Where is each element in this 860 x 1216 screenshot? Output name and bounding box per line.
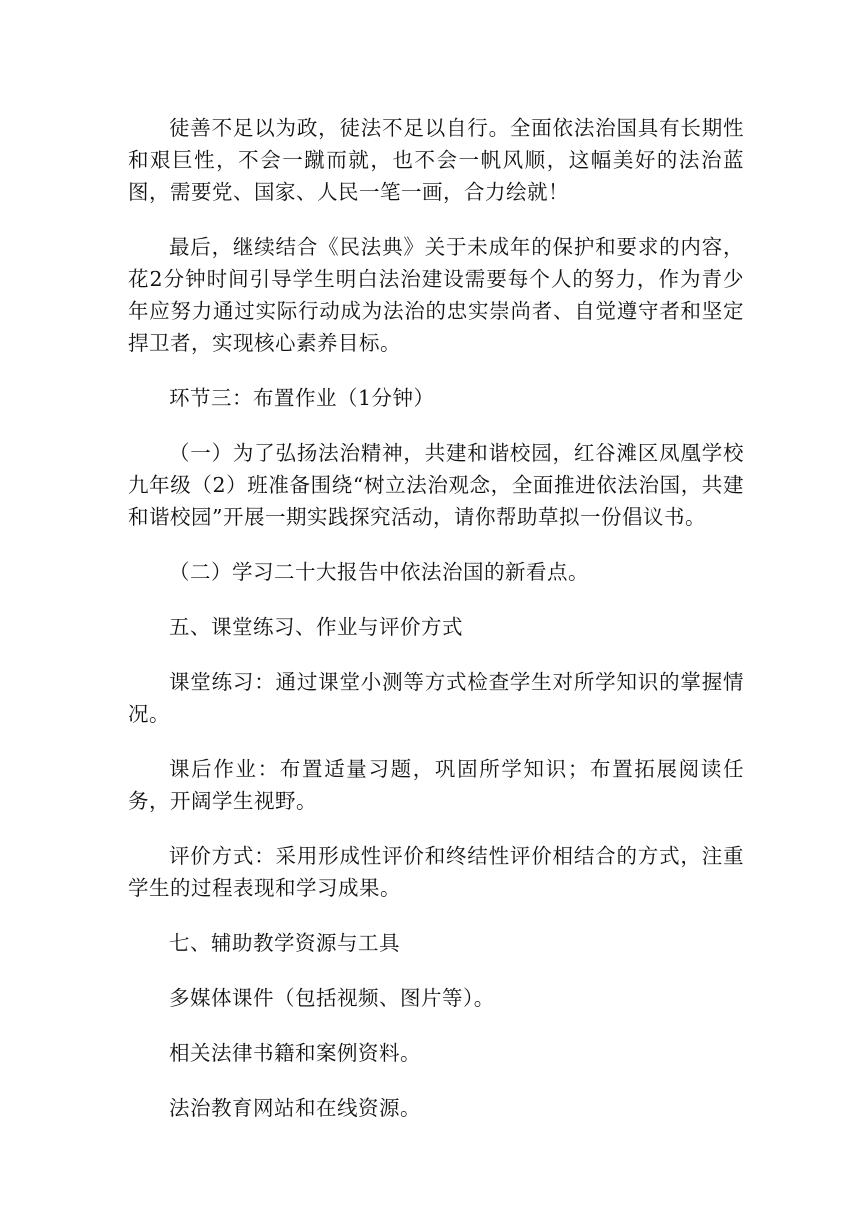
paragraph-class-practice: 课堂练习：通过课堂小测等方式检查学生对所学知识的掌握情况。: [128, 670, 744, 726]
homework-item-2: （二）学习二十大报告中依法治国的新看点。: [169, 560, 589, 584]
paragraph-civil-code-guidance: 最后，继续结合《民法典》关于未成年的保护和要求的内容，花2分钟时间引导学生明白法治建设需要每个人的努力，作为青少年应努力通过实际行动成为法治的忠实崇尚者、自觉遵守者和坚定捍卫者，实现核心素养目标。: [128, 235, 744, 355]
resource-item-multimedia: 多媒体课件（包括视频、图片等）。: [169, 986, 495, 1010]
resource-item-legal-books: 相关法律书籍和案例资料。: [169, 1041, 421, 1065]
section-heading-homework: 环节三：布置作业（1分钟）: [169, 386, 435, 410]
section-heading-teaching-resources: 七、辅助教学资源与工具: [169, 931, 400, 955]
document-body: [128, 112, 744, 1124]
paragraph-rule-of-law-blueprint: 徒善不足以为政，徒法不足以自行。全面依法治国具有长期性和艰巨性，不会一蹴而就，也不会一帆风顺，这幅美好的法治蓝图，需要党、国家、人民一笔一画，合力绘就！: [128, 116, 744, 204]
resource-item-online-resources: 法治教育网站和在线资源。: [169, 1096, 421, 1120]
paragraph-evaluation-method: 评价方式：采用形成性评价和终结性评价相结合的方式，注重学生的过程表现和学习成果。: [128, 844, 744, 900]
homework-item-1: （一）为了弘扬法治精神，共建和谐校园，红谷滩区凤凰学校九年级（2）班准备围绕“树立法治观念，全面推进依法治国，共建和谐校园”开展一期实践探究活动，请你帮助草拟一份倡议书。: [128, 441, 744, 529]
paragraph-after-class-homework: 课后作业：布置适量习题，巩固所学知识；布置拓展阅读任务，开阔学生视野。: [128, 757, 744, 813]
section-heading-practice-evaluation: 五、课堂练习、作业与评价方式: [169, 615, 463, 639]
